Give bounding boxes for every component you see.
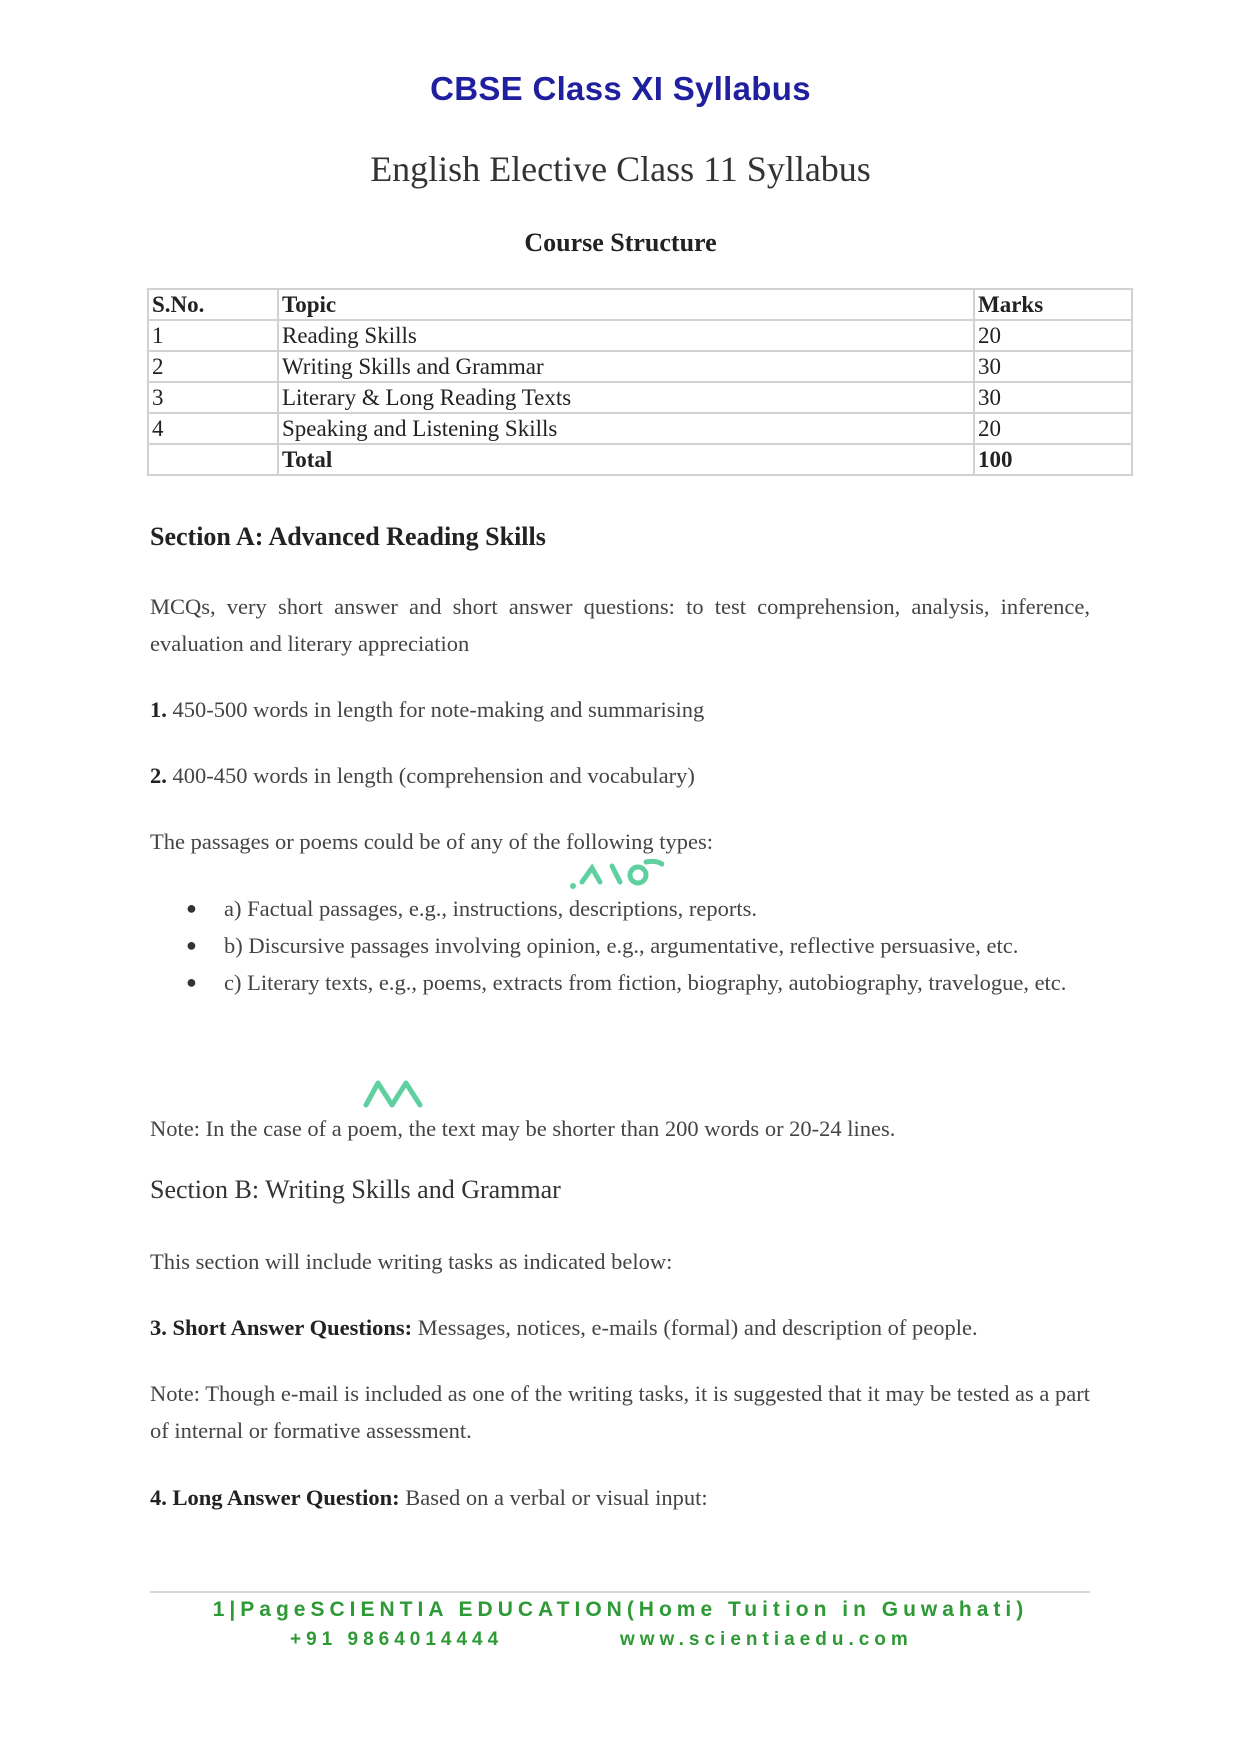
table-row — [148, 413, 1132, 444]
course-structure-table — [147, 288, 1133, 476]
watermark-mark — [360, 1075, 430, 1111]
table-row — [148, 320, 1132, 351]
cell-topic: Literary & Long Reading Texts — [278, 382, 974, 413]
list-item — [150, 890, 1090, 927]
cell-sno: 4 — [148, 413, 278, 444]
document-title: English Elective Class 11 Syllabus — [370, 149, 871, 189]
list-item — [150, 964, 1090, 1001]
bullet-icon: ● — [186, 972, 197, 992]
cell-topic: Writing Skills and Grammar — [278, 351, 974, 382]
watermark-mark — [568, 858, 664, 892]
section-b-note: Note: Though e-mail is included as one of the writing tasks, it is suggested that it may be tested as a part of internal or formative assessment. — [150, 1381, 1090, 1443]
item-text: Based on a verbal or visual input: — [399, 1485, 708, 1510]
cell-marks: 30 — [974, 382, 1132, 413]
cell-sno — [148, 444, 278, 475]
course-structure-heading: Course Structure — [524, 228, 717, 257]
list-item-text: c) Literary texts, e.g., poems, extracts from fiction, biography, autobiography, travelogue, etc. — [224, 970, 1067, 995]
cell-topic: Reading Skills — [278, 320, 974, 351]
item-number: 2. — [150, 763, 167, 788]
cell-sno: 3 — [148, 382, 278, 413]
cell-total-marks: 100 — [974, 444, 1132, 475]
table-header-row — [148, 289, 1132, 320]
footer-page-info: 1|PageSCIENTIA EDUCATION(Home Tuition in Guwahati) — [212, 1598, 1029, 1621]
list-item — [150, 927, 1090, 964]
table-total-row — [148, 444, 1132, 475]
cell-marks: 20 — [974, 413, 1132, 444]
passage-types-intro: The passages or poems could be of any of the following types: — [150, 829, 713, 854]
bullet-icon: ● — [186, 935, 197, 955]
section-b-intro: This section will include writing tasks as indicated below: — [150, 1249, 673, 1274]
header-marks: Marks — [974, 289, 1132, 320]
section-a-item-2 — [150, 757, 1090, 794]
section-a-intro: MCQs, very short answer and short answer questions: to test comprehension, analysis, inference, evaluation and literary appreciation — [150, 594, 1090, 656]
list-item-text: b) Discursive passages involving opinion, e.g., argumentative, reflective persuasive, etc. — [224, 933, 1019, 958]
list-item-text: a) Factual passages, e.g., instructions, descriptions, reports. — [224, 896, 758, 921]
section-a-note: Note: In the case of a poem, the text may be shorter than 200 words or 20-24 lines. — [150, 1116, 896, 1141]
section-a-heading: Section A: Advanced Reading Skills — [150, 522, 546, 551]
section-b-heading: Section B: Writing Skills and Grammar — [150, 1175, 561, 1204]
item-number: 1. — [150, 697, 167, 722]
cell-topic: Speaking and Listening Skills — [278, 413, 974, 444]
section-a-item-1 — [150, 691, 1090, 728]
item-text: 450-500 words in length for note-making and summarising — [166, 697, 705, 722]
cell-sno: 2 — [148, 351, 278, 382]
item-label: 4. Long Answer Question: — [150, 1485, 400, 1510]
item-text: Messages, notices, e-mails (formal) and description of people. — [412, 1315, 978, 1340]
cell-total-label: Total — [278, 444, 974, 475]
header-sno: S.No. — [148, 289, 278, 320]
footer-divider — [150, 1591, 1090, 1593]
section-b-item-4 — [150, 1479, 1090, 1516]
cell-sno: 1 — [148, 320, 278, 351]
cell-marks: 20 — [974, 320, 1132, 351]
item-text: 400-450 words in length (comprehension and vocabulary) — [166, 763, 695, 788]
bullet-icon: ● — [186, 898, 197, 918]
header-topic: Topic — [278, 289, 974, 320]
passage-types-list — [150, 890, 1090, 1001]
cell-marks: 30 — [974, 351, 1132, 382]
footer-phone: +91 9864014444 — [290, 1629, 504, 1650]
syllabus-banner-title: CBSE Class XI Syllabus — [430, 70, 811, 107]
table-row — [148, 351, 1132, 382]
section-b-item-3 — [150, 1309, 1090, 1346]
footer-website: www.scientiaedu.com — [620, 1629, 913, 1650]
table-row — [148, 382, 1132, 413]
item-label: 3. Short Answer Questions: — [150, 1315, 413, 1340]
